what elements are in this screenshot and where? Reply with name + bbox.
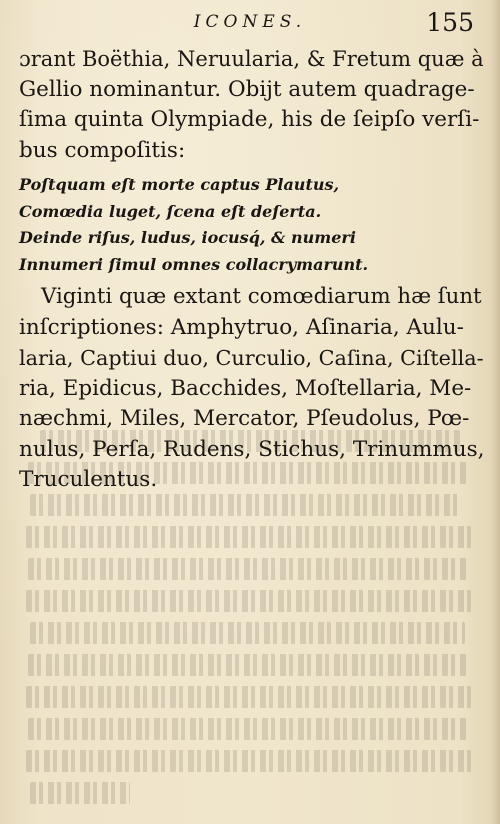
body-text [19, 44, 485, 496]
verse-line: Innumeri ſimul omnes collacrymarunt. [19, 254, 369, 274]
paragraph-1 [19, 44, 485, 166]
verse-line: Deinde riſus, ludus, iocusq́, & numeri [19, 228, 356, 247]
verse-line: Comœdia luget, ſcena eſt deſerta. [19, 201, 322, 221]
page-number: 155 [426, 8, 474, 37]
text-line: laria, Captiui duo, Curculio, Caſina, Ciſtella- [19, 346, 484, 370]
text-line: ɔrant Boëthia, Neruularia, & Fretum quæ à [19, 47, 484, 71]
text-line: Truculentus. [19, 467, 158, 492]
running-title: ICONES. [193, 12, 307, 32]
verse-line: Poſtquam eſt morte captus Plautus, [19, 175, 340, 194]
text-line: næchmi, Miles, Mercator, Pſeudolus, Pœ- [19, 406, 470, 431]
text-line: Viginti quæ extant comœdiarum hæ ſunt [41, 284, 482, 309]
page-edge-shadow [490, 0, 500, 824]
text-line: ria, Epidicus, Bacchides, Moſtellaria, Me- [19, 375, 472, 401]
paragraph-2 [19, 282, 485, 496]
verse-quotation [19, 172, 485, 278]
text-line: nulus, Perſa, Rudens, Stichus, Trinummus, [19, 436, 485, 462]
text-line: inſcriptiones: Amphytruo, Aſinaria, Aulu- [19, 314, 464, 340]
page-header [0, 4, 500, 44]
text-line: ſima quinta Olympiade, his de ſeipſo verſi- [19, 107, 480, 132]
text-line: bus compoſitis: [19, 137, 186, 163]
text-line: Gellio nominantur. Obijt autem quadrage- [19, 76, 475, 102]
